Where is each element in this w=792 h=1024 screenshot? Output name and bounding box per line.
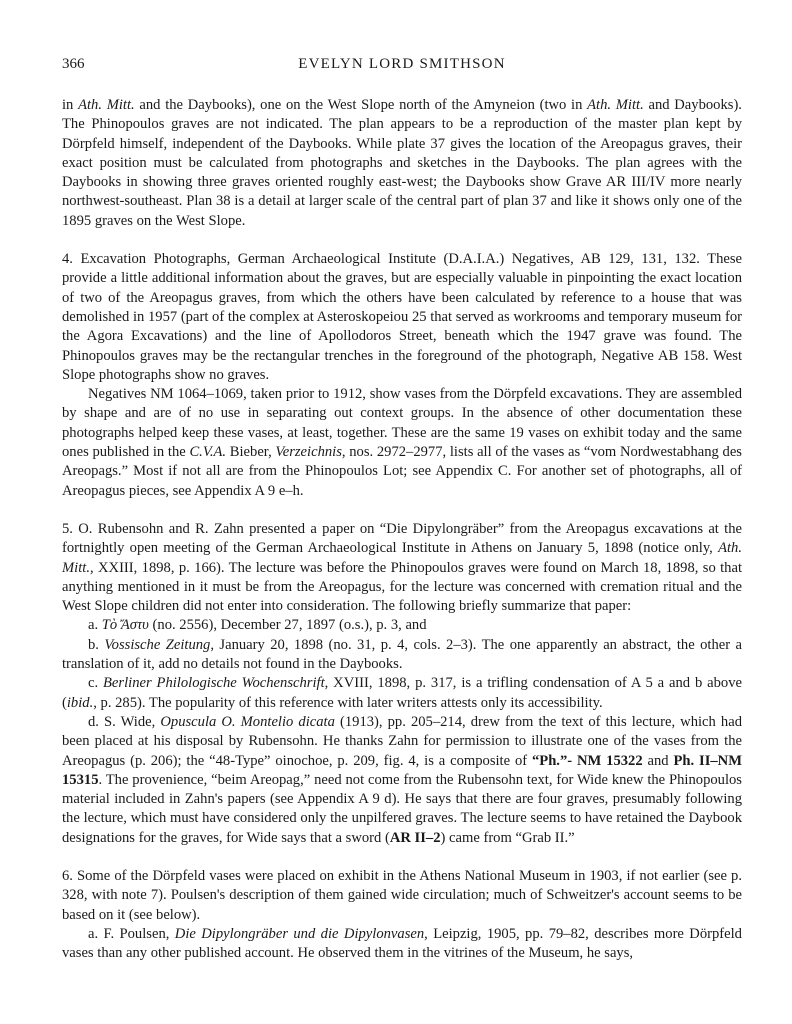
paragraph-item-6: 6. Some of the Dörpfeld vases were placed on exhibit in the Athens National Museum in 1903, if not earlier (see p. 328, with note 7). Poulsen's description of them gained wide circulation; much of Schweitzer's account seems to be based on it (see below). xyxy=(62,867,742,923)
page-number: 366 xyxy=(62,56,85,72)
paragraph-item-4: 4. Excavation Photographs, German Archaeological Institute (D.A.I.A.) Negatives, AB 129, 131, 132. These provide a little additional information about the graves, but are especially valuable in pinpointing the exact location of two of the Areopagus graves, from which the others have been calculated by reference to a house that was demolished in 1957 (part of the complex at Asteroskopeiou 25 that served as workrooms and temporary museum for the Agora Excavations) and the line of Apollodoros Street, beneath which the 1947 grave was found. The Phinopoulos graves may be the rectangular trenches in the foreground of the photograph, Negative AB 158. West Slope photographs show no graves. xyxy=(62,251,742,383)
list-item-5d: d. S. Wide, Opuscula O. Montelio dicata (1913), pp. 205–214, drew from the text of this lecture, which had been placed at his disposal by Rubensohn. He thanks Zahn for permission to illustrate one of the vases from the Areopagus (p. 206); the “48-Type” oinochoe, p. 209, fig. 4, is a composite of “Ph.”- NM 15322 and Ph. II–NM 15315. The provenience, “beim Areopag,” need not come from the Rubensohn text, for Wide knew the Phinopoulos material included in Zahn's papers (see Appendix A 9 d). He says that there are four graves, presumably following the lecture, which must have considered only the unpilfered graves. The lecture seems to have retained the Daybook designations for the graves, for Wide says that a sword (AR II–2) came from “Grab II.” xyxy=(62,713,742,846)
list-item-6a: a. F. Poulsen, Die Dipylongräber und die Dipylonvasen, Leipzig, 1905, pp. 79–82, describes more Dörpfeld vases than any other published account. He observed them in the vitrines of the Museum, he says, xyxy=(62,925,742,962)
paragraph-continuation: in Ath. Mitt. and the Daybooks), one on the West Slope north of the Amyneion (two in Ath. Mitt. and Daybooks). The Phinopoulos graves are not indicated. The plan appears to be a reproduction of the master plan kept by Dörpfeld himself, independent of the Daybooks. While plate 37 gives the location of the Areopagus graves, their exact position must be calculated from photographs and sketches in the Daybooks. The plan agrees with the Daybooks in showing three graves oriented roughly east-west; the Daybooks show Grave AR III/IV more nearly northwest-southeast. Plan 38 is a detail at larger scale of the central part of plan 37 and like it shows only one of the 1895 graves on the West Slope. xyxy=(62,97,742,229)
list-item-5b: b. Vossische Zeitung, January 20, 1898 (no. 31, p. 4, cols. 2–3). The one apparently an abstract, the other a translation of it, add no details not found in the Daybooks. xyxy=(62,636,742,673)
list-item-5c: c. Berliner Philologische Wochenschrift, XVIII, 1898, p. 317, is a trifling condensation of A 5 a and b above (ibid., p. 285). The popularity of this reference with later writers attests only its accessibility. xyxy=(62,675,742,711)
list-item-5a: a. Τὸ Ἄστυ (no. 2556), December 27, 1897 (o.s.), p. 3, and xyxy=(88,617,427,634)
body-text xyxy=(62,96,742,963)
running-title: EVELYN LORD SMITHSON xyxy=(298,56,506,72)
paragraph-item-5: 5. O. Rubensohn and R. Zahn presented a paper on “Die Dipylongräber” from the Areopagus excavations at the fortnightly open meeting of the German Archaeological Institute in Athens on January 5, 1898 (notice only, Ath. Mitt., XXIII, 1898, p. 166). The lecture was before the Phinopoulos graves were found on March 18, 1898, so that anything mentioned in it must be from the Areopagus, for the lecture was concerned with cremation ritual and the West Slope children did not enter into consideration. The following briefly summarize that paper: xyxy=(62,520,742,615)
paragraph-negatives: Negatives NM 1064–1069, taken prior to 1912, show vases from the Dörpfeld excavations. They are assembled by shape and are of no use in separating out context groups. In the absence of other documentation these photographs helped keep these vases, at least, together. These are the same 19 vases on exhibit today and the same ones published in the C.V.A. Bieber, Verzeichnis, nos. 2972–2977, lists all of the vases as “vom Nordwestabhang des Areopags.” Most if not all are from the Phinopoulos Lot; see Appendix C. For another set of photographs, all of Areopagus pieces, see Appendix A 9 e–h. xyxy=(62,386,742,499)
page-header xyxy=(62,55,742,79)
